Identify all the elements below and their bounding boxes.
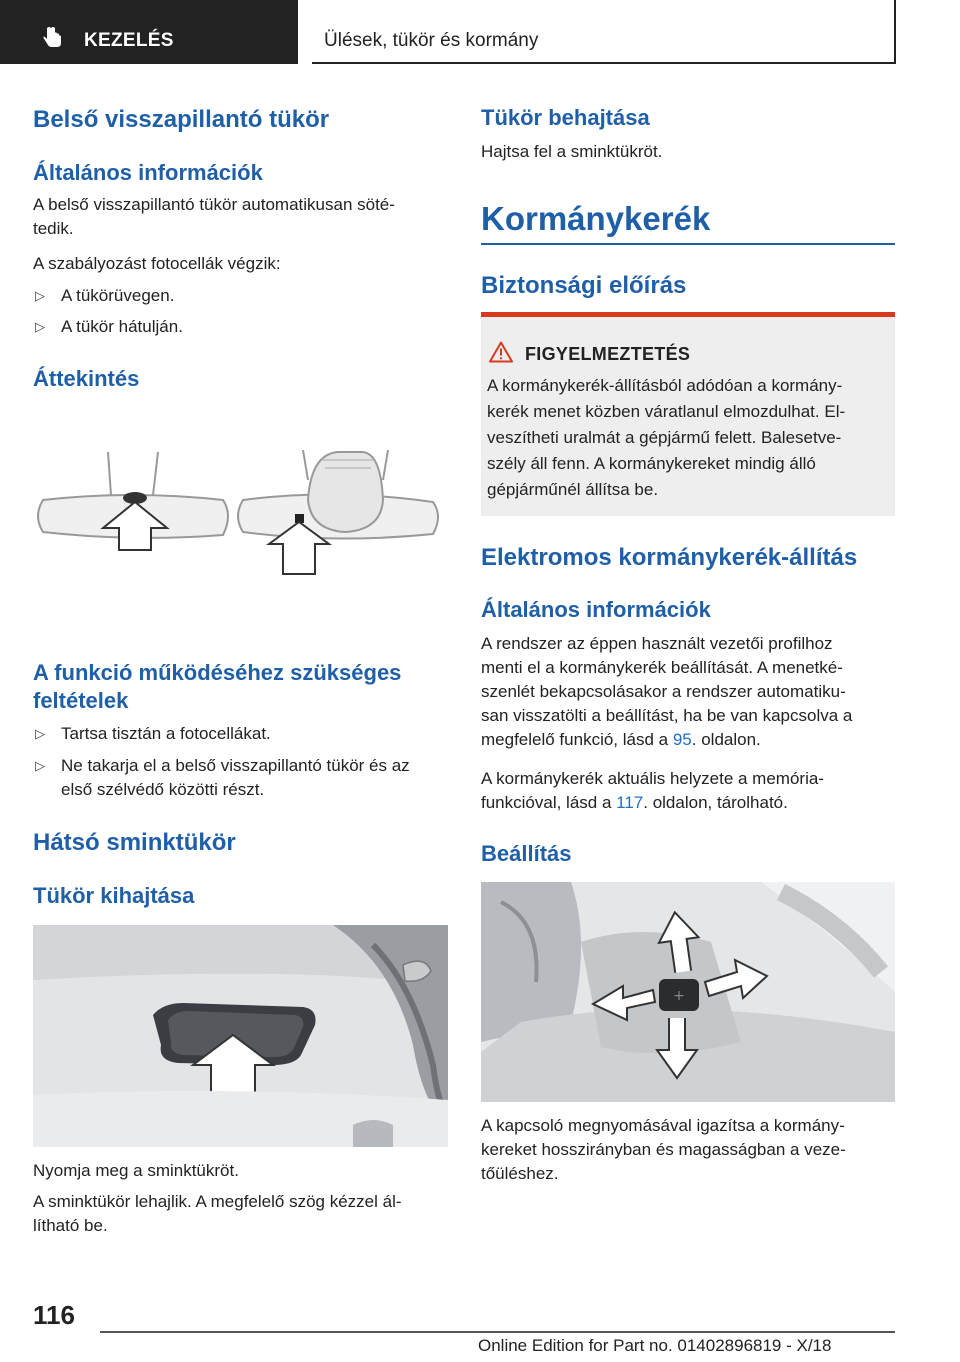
text-run: . oldalon, tárolható. (643, 793, 788, 812)
paragraph-auto-dim (33, 193, 448, 241)
heading-steering-wheel: Kormánykerék (481, 200, 711, 237)
heading-line: feltételek (33, 688, 129, 713)
chapter-tab[interactable] (0, 0, 298, 64)
list-item-text: A tükörüvegen. (61, 286, 175, 305)
text-line: A kormánykerék aktuális helyzete a memória- (481, 769, 824, 788)
bullet-triangle-icon: ▷ (35, 319, 45, 334)
text-line: szenlét bekapcsolásakor a rendszer automatiku- (481, 682, 846, 701)
heading-conditions (33, 659, 401, 715)
text-run: . oldalon. (691, 730, 761, 749)
heading-fold-out: Tükör kihajtása (33, 883, 195, 908)
text-line: tőüléshez. (481, 1164, 559, 1183)
list-item-text: első szélvédő közötti részt. (61, 780, 265, 799)
page-link-117[interactable]: 117 (616, 793, 644, 812)
list-item (33, 754, 448, 802)
paragraph-fold-in: Hajtsa fel a sminktükröt. (481, 142, 663, 161)
text-line: A rendszer az éppen használt vezetői profilhoz (481, 634, 833, 653)
text-line: kerék menet közben váratlanul elmozdulhat. El- (487, 402, 846, 421)
heading-vanity-mirror: Hátsó sminktükör (33, 829, 236, 856)
text-line: san visszatölti a beállítást, ha be van kapcsolva a (481, 706, 853, 725)
bullet-triangle-icon: ▷ (35, 288, 45, 303)
list-item-text: Ne takarja el a belső visszapillantó tükör és az (61, 756, 410, 775)
bullet-triangle-icon: ▷ (35, 758, 45, 773)
list-item (33, 722, 448, 746)
text-line: szély áll fenn. A kormánykereket mindig álló (487, 454, 816, 473)
text-line: veszítheti uralmát a gépjármű felett. Balesetve- (487, 428, 842, 447)
heading-setting: Beállítás (481, 841, 572, 866)
text-line: A belső visszapillantó tükör automatikusan söté- (33, 195, 395, 214)
heading-general-info: Általános információk (33, 160, 263, 185)
text-line: A sminktükör lehajlik. A megfelelő szög kézzel ál- (33, 1192, 402, 1211)
list-item (33, 284, 448, 308)
list-item-text: A tükör hátulján. (61, 317, 183, 336)
section-header (312, 0, 896, 64)
heading-electric-adjust: Elektromos kormánykerék-állítás (481, 544, 858, 571)
text-line: tedik. (33, 219, 74, 238)
text-run: megfelelő funkció, lásd a (481, 730, 673, 749)
section-title: Ülések, tükör és kormány (324, 30, 539, 51)
interior-mirror-illustration (33, 440, 448, 600)
warning-text (487, 373, 887, 503)
heading-general-info-2: Általános információk (481, 597, 711, 622)
page-link-95[interactable]: 95 (672, 730, 692, 749)
text-line (481, 728, 895, 752)
bullet-triangle-icon: ▷ (35, 726, 45, 741)
heading-overview: Áttekintés (33, 366, 140, 391)
svg-text:+: + (673, 988, 685, 1004)
page-number: 116 (33, 1300, 75, 1330)
heading-fold-in: Tükör behajtása (481, 105, 650, 130)
chapter-label: KEZELÉS (84, 30, 174, 51)
text-line: A kormánykerék-állításból adódóan a kormány- (487, 376, 843, 395)
list-item (33, 315, 448, 339)
heading-divider (481, 243, 895, 245)
heading-line: A funkció működéséhez szükséges (33, 660, 402, 685)
warning-title: FIGYELMEZTETÉS (525, 344, 691, 364)
paragraph-tilt (33, 1190, 448, 1238)
warning-box (481, 312, 895, 516)
warning-triangle-icon (489, 341, 513, 363)
paragraph-photocells: A szabályozást fotocellák végzik: (33, 254, 281, 273)
text-line (481, 791, 895, 815)
text-line: lítható be. (33, 1216, 108, 1235)
text-line: kereket hosszirányban és magasságban a veze- (481, 1140, 846, 1159)
text-line: A kapcsoló megnyomásával igazítsa a kormány- (481, 1116, 845, 1135)
text-line: gépjárműnél állítsa be. (487, 480, 659, 499)
heading-safety: Biztonsági előírás (481, 272, 687, 299)
footer-divider (100, 1331, 895, 1333)
hand-pointer-icon (42, 27, 64, 49)
paragraph-memory (481, 767, 895, 815)
list-item-text: Tartsa tisztán a fotocellákat. (61, 724, 271, 743)
text-run: funkcióval, lásd a (481, 793, 617, 812)
heading-interior-mirror: Belső visszapillantó tükör (33, 106, 330, 133)
paragraph-adjust (481, 1114, 895, 1186)
paragraph-press: Nyomja meg a sminktükröt. (33, 1161, 239, 1180)
vanity-mirror-photo (33, 925, 448, 1147)
text-line: menti el a kormánykerék beállítását. A menetké- (481, 658, 843, 677)
footer-edition: Online Edition for Part no. 01402896819 - X/18 (478, 1336, 832, 1355)
steering-adjust-photo (481, 882, 895, 1102)
paragraph-profile (481, 632, 895, 752)
